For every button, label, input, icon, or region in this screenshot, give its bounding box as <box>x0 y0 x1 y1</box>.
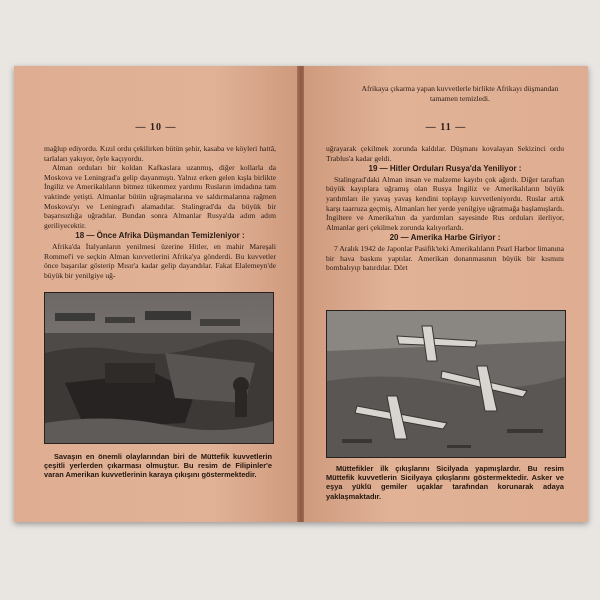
page-number-left: — 10 — <box>135 122 177 133</box>
paragraph: uğrayarak çekilmek zorunda kaldılar. Düşmanı kovalayan Sekizinci ordu Trablus'a kadar geldi. <box>326 144 564 163</box>
right-photo-caption <box>326 464 564 501</box>
paragraph: Stalingrad'daki Alman insan ve malzeme kayıbı çok ağırdı. Diğer taraftan büyük kayıplara uğramış olan Rusya İngiliz ve Amerikalıların büyük yardımları ile yavaş yavaş kendini toplayıp kuvvetleniyordu. Ruslar artık karşı taarruza geçmiş, Almanları her yerde yenilgiye uğratmağa başlamışlardı. İngiltere ve Amerika'nın da yardımları sayesinde Rus orduları ilerliyor, Almanlar geri çekilmek zorunda kalıyorlardı. <box>326 174 564 232</box>
paragraph: Afrikaya çıkarma yapan kuvvetlerle birlikte Afrikayı düşmandan tamamen temizledi. <box>361 84 559 103</box>
aircraft-over-sea-photo <box>326 310 566 458</box>
paragraph: mağlup ediyordu. Kızıl ordu çekilirken bütün şehir, kasaba ve köyleri hattâ, tarlaları yakıyor, öyle kaçıyordu. <box>44 144 276 163</box>
paragraph: 7 Aralık 1942 de Japonlar Pasifik'teki Amerikalıların Pearl Harbor limanına bir hava baskını yaptılar. Amerikan donanmasının büyük bir kısmını bombalıyıp batırdılar. Dört <box>326 243 564 273</box>
left-photo-caption <box>44 452 272 480</box>
open-book <box>14 66 588 522</box>
caption-text: Savaşın en önemli olaylarından biri de Müttefik kuvvetlerin çeşitli yerlerden çıkarması olmuştur. Bu resim de Filipinler'e varan Amerikan kuvvetlerinin karaya çıkışını göstermektedir. <box>44 452 272 480</box>
right-page <box>304 66 588 522</box>
paragraph: Alman orduları bir koldan Kafkaslara uzanmış, diğer kollarla da Moskova ve Leningrad'a gelip dayanmıştı. Yalnız erken gelen kışla birlikte İngiliz ve Amerikalıların bitmez tükenmez yardımı Rusların imdadına tam vaktinde yetişti. Almanlar bütün uğraşmalarına ve saldırmalarına rağmen Moskova'yı ve Leningrad'ı alamadılar. Stalingrad'da da büyük bir başarısızlığa uğradılar. Bundan sonra Almanlar Rusya'da adım adım geriliyecektir. <box>44 163 276 230</box>
section-heading: 20 — Amerika Harbe Giriyor : <box>389 233 501 243</box>
left-page <box>14 66 298 522</box>
right-top-lines <box>352 84 568 103</box>
landing-craft-photo <box>44 292 274 444</box>
section-heading: 18 — Önce Afrika Düşmandan Temizleniyor : <box>75 231 245 241</box>
caption-text: Müttefikler ilk çıkışlarını Sicilyada yapmışlardır. Bu resim Müttefik kuvvetlerin Sicilyaya çıkışlarını göstermektedir. Asker ve eşya yüklü gemiler uçaklar tarafından korunarak adaya yaklaşmaktadır. <box>326 464 564 501</box>
page-number-right: — 11 — <box>425 122 467 133</box>
section-heading: 19 — Hitler Orduları Rusya'da Yeniliyor : <box>368 164 522 174</box>
left-body-text <box>44 144 276 280</box>
right-body-text <box>326 144 564 273</box>
paragraph: Afrika'da İtalyanların yenilmesi üzerine Hitler, en mahir Mareşali Rommel'i ve seçkin Alman kuvvetlerini Afrika'ya gönderdi. Bu kuvvetler önce başarılar gösterip Mısır'a kadar gelip dayandılar. Fakat Elalemeyn'de büyük bir yenilgiye uğ- <box>44 241 276 280</box>
